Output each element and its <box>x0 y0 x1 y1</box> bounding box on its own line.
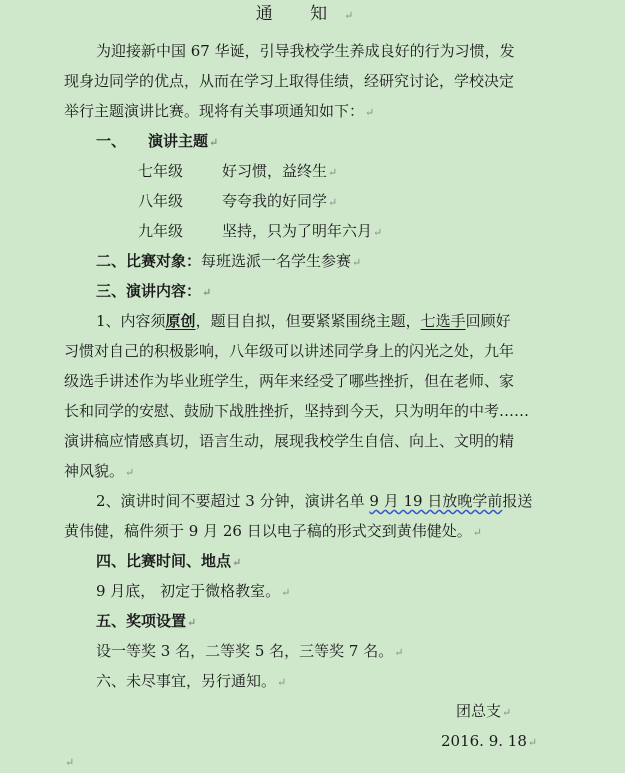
paragraph-mark-icon: ↵ <box>232 556 242 569</box>
paragraph-mark-icon: ↵ <box>202 286 212 299</box>
section-6-line: 六、未尽事宜，另行通知。↵ <box>96 672 287 690</box>
paragraph-mark-icon: ↵ <box>472 526 482 539</box>
awards-line: 设一等奖 3 名，二等奖 5 名，三等奖 7 名。↵ <box>96 642 404 660</box>
intro-line-2: 现身边同学的优点，从而在学习上取得佳绩，经研究讨论，学校决定 <box>64 72 515 90</box>
time-place-line: 9 月底， 初定于微格教室。↵ <box>96 582 291 600</box>
grade-8-label: 八年级 <box>138 192 184 210</box>
paragraph-mark-icon: ↵ <box>125 466 135 479</box>
content-1-line-4: 长和同学的安慰、鼓励下战胜挫折，坚持到今天，只为明年的中考…… <box>64 402 530 420</box>
section-2-line: 二、比赛对象：每班选派一名学生参赛↵ <box>96 252 362 270</box>
content-1-line-5: 演讲稿应情感真切，语言生动，展现我校学生自信、向上、文明的精 <box>64 432 515 450</box>
date: 2016. 9. 18↵ <box>441 732 538 750</box>
intro-line-1: 为迎接新中国 67 华诞，引导我校学生养成良好的行为习惯，发 <box>96 42 515 60</box>
grade-9-label: 九年级 <box>138 222 184 240</box>
intro-line-3: 举行主题演讲比赛。现将有关事项通知如下：↵ <box>64 102 375 120</box>
empty-paragraph <box>64 751 74 773</box>
section-1-heading: 一、 演讲主题↵ <box>96 132 219 150</box>
paragraph-mark-icon: ↵ <box>187 616 197 629</box>
section-3-heading: 三、演讲内容：↵ <box>96 282 212 300</box>
content-2-line-1: 2、演讲时间不要超过 3 分钟，演讲名单 9 月 19 日放晚学前报送 <box>96 492 533 510</box>
paragraph-mark-icon: ↵ <box>209 136 219 149</box>
section-5-heading: 五、奖项设置↵ <box>96 612 197 630</box>
document-title: 通 知↵ <box>255 4 370 24</box>
spelling-underline: 9 月 19 日放晚学前 <box>369 492 503 510</box>
paragraph-mark-icon: ↵ <box>65 756 75 769</box>
grade-9-topic: 坚持，只为了明年六月↵ <box>222 222 383 240</box>
signature: 团总支↵ <box>456 702 512 720</box>
grade-8-topic: 夸夸我的好同学↵ <box>222 192 338 210</box>
paragraph-mark-icon: ↵ <box>365 106 375 119</box>
section-4-heading: 四、比赛时间、地点↵ <box>96 552 242 570</box>
paragraph-mark-icon: ↵ <box>394 646 404 659</box>
content-1-line-3: 级选手讲述作为毕业班学生，两年来经受了哪些挫折，但在老师、家 <box>64 372 515 390</box>
paragraph-mark-icon: ↵ <box>328 166 338 179</box>
content-2-line-2: 黄伟健，稿件须于 9 月 26 日以电子稿的形式交到黄伟健处。↵ <box>64 522 482 540</box>
paragraph-mark-icon: ↵ <box>502 706 512 719</box>
paragraph-mark-icon: ↵ <box>277 676 287 689</box>
paragraph-mark-icon: ↵ <box>373 226 383 239</box>
paragraph-mark-icon: ↵ <box>344 9 370 22</box>
paragraph-mark-icon: ↵ <box>281 586 291 599</box>
content-1-line-1: 1、内容须原创，题目自拟，但要紧紧围绕主题，七选手回顾好 <box>96 312 511 330</box>
content-1-line-2: 习惯对自己的积极影响，八年级可以讲述同学身上的闪光之处，九年 <box>64 342 515 360</box>
content-1-line-6: 神风貌。↵ <box>64 462 135 480</box>
grade-7-topic: 好习惯，益终生↵ <box>222 162 338 180</box>
paragraph-mark-icon: ↵ <box>352 256 362 269</box>
paragraph-mark-icon: ↵ <box>328 196 338 209</box>
paragraph-mark-icon: ↵ <box>527 736 538 749</box>
grade-7-label: 七年级 <box>138 162 184 180</box>
